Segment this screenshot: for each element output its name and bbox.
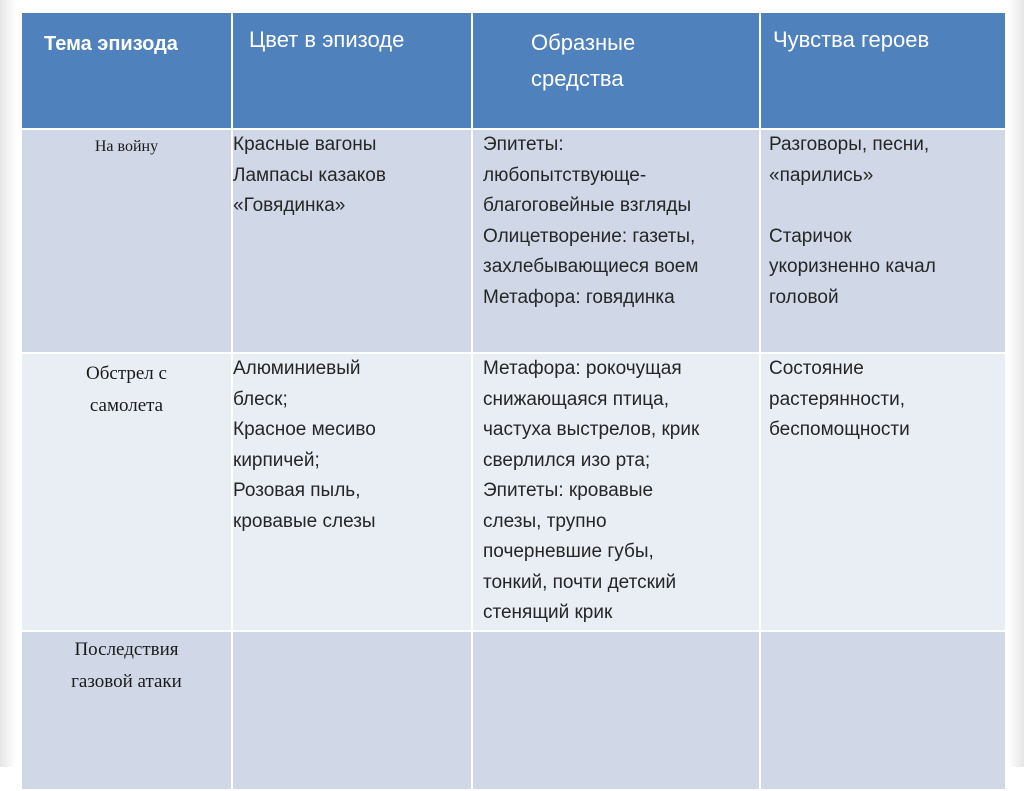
header-heroes-feelings: Чувства героев [760, 12, 1006, 129]
row-feelings-cell [760, 631, 1006, 790]
header-figurative-means-line2: средства [531, 66, 624, 91]
row-color-cell [232, 631, 472, 790]
row-theme-cell: Обстрел с самолета [21, 353, 232, 631]
row-theme-cell: На войну [21, 129, 232, 353]
header-color-in-episode: Цвет в эпизоде [232, 12, 472, 129]
header-episode-theme: Тема эпизода [21, 12, 232, 129]
episode-analysis-table [20, 11, 1007, 791]
row-feelings-cell: Разговоры, песни, «парились» Старичок укоризненно качал головой [760, 129, 1006, 353]
table-row [21, 129, 1006, 353]
row-means-cell: Эпитеты: любопытствующе- благоговейные взгляды Олицетворение: газеты, захлебывающиеся воем Метафора: говядинка [472, 129, 760, 353]
slide-left-shadow [0, 0, 16, 767]
row-color-cell: Красные вагоны Лампасы казаков «Говядинка» [232, 129, 472, 353]
row-feelings-cell: Состояние растерянности, беспомощности [760, 353, 1006, 631]
header-figurative-means-line1: Образные [531, 30, 636, 55]
header-figurative-means [472, 12, 760, 129]
table-row [21, 631, 1006, 790]
row-theme-cell: Последствия газовой атаки [21, 631, 232, 790]
table-header-row [21, 12, 1006, 129]
row-means-cell: Метафора: рокочущая снижающаяся птица, частуха выстрелов, крик сверлился изо рта; Эпитеты: кровавые слезы, трупно почерневшие губы, тонкий, почти детский стенящий крик [472, 353, 760, 631]
row-means-cell [472, 631, 760, 790]
table-row [21, 353, 1006, 631]
row-color-cell: Алюминиевый блеск; Красное месиво кирпичей; Розовая пыль, кровавые слезы [232, 353, 472, 631]
slide-right-shadow [1008, 0, 1024, 767]
